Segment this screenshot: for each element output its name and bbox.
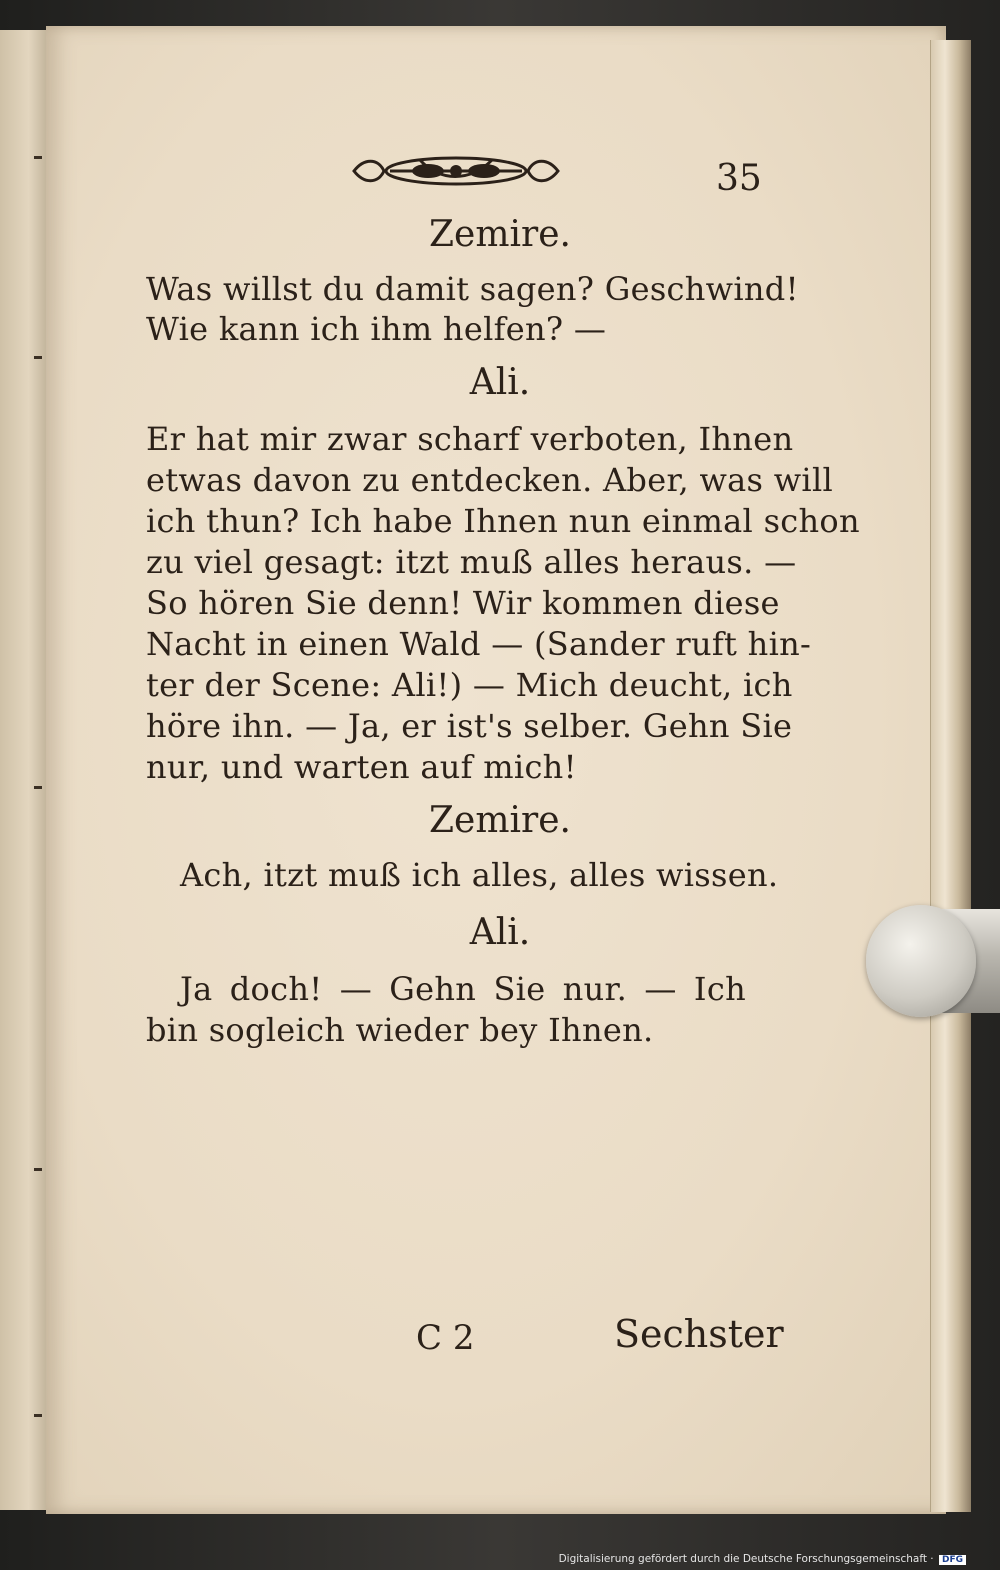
text-line: zu viel gesagt: itzt muß alles heraus. — — [146, 543, 797, 581]
text-line: Was willst du damit sagen? Geschwind! — [146, 270, 799, 308]
text-line: Ja doch! — Gehn Sie nur. — Ich — [180, 970, 746, 1008]
text-line: Er hat mir zwar scharf verboten, Ihnen — [146, 420, 794, 458]
text-line: Nacht in einen Wald — (Sander ruft hin- — [146, 625, 812, 663]
speaker-label: Zemire. — [429, 800, 571, 841]
text-line: ich thun? Ich habe Ihnen nun einmal schon — [146, 502, 860, 540]
digitization-credit — [559, 1553, 966, 1565]
binding-stitch — [34, 156, 42, 159]
page-clip — [866, 905, 1000, 1017]
binding-stitch — [34, 356, 42, 359]
credit-text: Digitalisierung gefördert durch die Deutsche Forschungsgemeinschaft · — [558, 1553, 934, 1565]
text-line: höre ihn. — Ja, er ist's selber. Gehn Sie — [146, 707, 793, 745]
page-number: 35 — [716, 158, 762, 199]
header-ornament — [350, 152, 562, 190]
text-line: So hören Sie denn! Wir kommen diese — [146, 584, 780, 622]
text-line: Wie kann ich ihm helfen? — — [146, 310, 607, 348]
speaker-label: Ali. — [469, 362, 531, 403]
clip-knob — [866, 905, 976, 1017]
dfg-logo: DFG — [939, 1555, 966, 1565]
page-stack-edge — [930, 40, 971, 1512]
text-line: nur, und warten auf mich! — [146, 748, 577, 786]
text-line: bin sogleich wieder bey Ihnen. — [146, 1011, 654, 1049]
speaker-label: Zemire. — [429, 214, 571, 255]
catchword: Sechster — [614, 1312, 784, 1356]
binding-stitch — [34, 786, 42, 789]
binding-stitch — [34, 1168, 42, 1171]
text-line: ter der Scene: Ali!) — Mich deucht, ich — [146, 666, 793, 704]
speaker-label: Ali. — [469, 912, 531, 953]
text-line: Ach, itzt muß ich alles, alles wissen. — [180, 856, 779, 894]
signature-mark: C 2 — [416, 1318, 475, 1358]
binding-stitch — [34, 1414, 42, 1417]
text-line: etwas davon zu entdecken. Aber, was will — [146, 461, 834, 499]
